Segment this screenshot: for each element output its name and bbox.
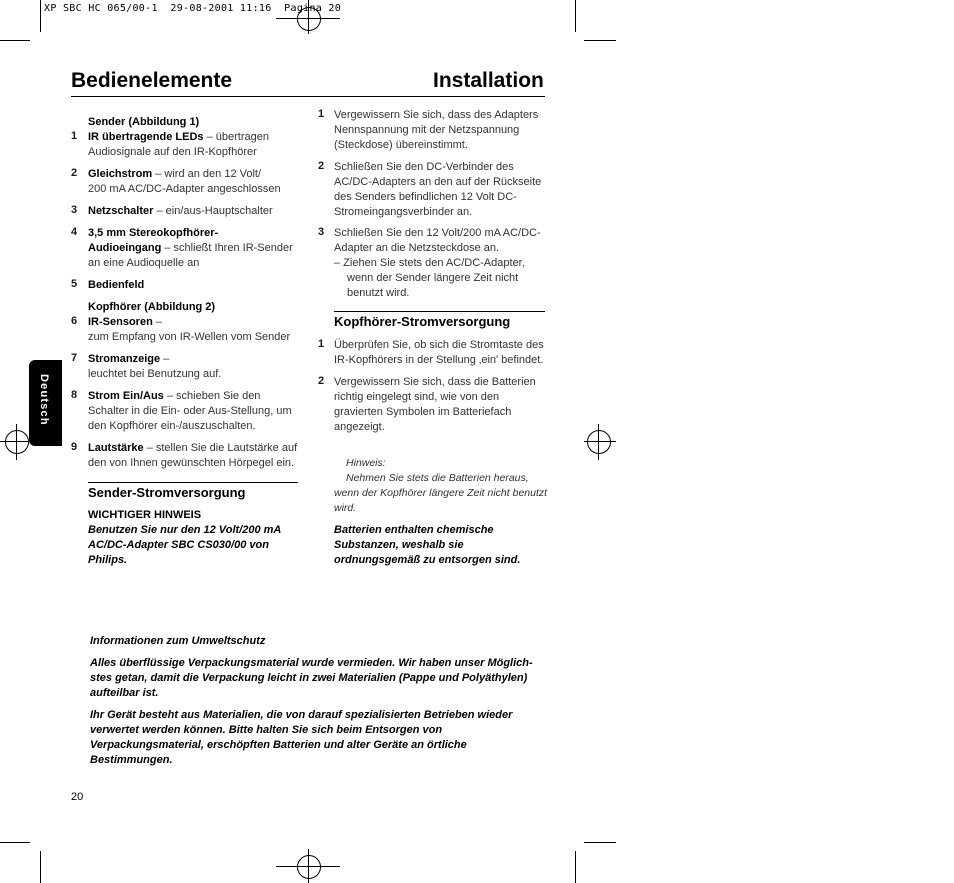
item-number: 5 <box>71 278 78 290</box>
item-number: 2 <box>71 167 78 179</box>
warning-text: Benutzen Sie nur den 12 Volt/200 mA AC/DC-Adapter SBC CS030/00 von Philips. <box>88 524 282 566</box>
install-step: Schließen Sie den DC-Verbinder des AC/DC-Adapters an den auf der Rückseite des Senders befindlichen 12 Volt DC- Stromeingangsverbinder an. <box>334 161 542 218</box>
battery-warning: Batterien enthalten chemische Substanzen, weshalb sie ordnungsgemäß zu entsorgen sind. <box>334 524 521 566</box>
crop-mark <box>575 0 576 32</box>
install-note: – Ziehen Sie stets den AC/DC-Adapter, wenn der Sender längere Zeit nicht benutzt wird. <box>334 257 525 299</box>
power-step: Vergewissern Sie sich, dass die Batterien richtig eingelegt sind, wie von den gravierten Symbolen im Batteriefach angezeigt. <box>334 376 536 433</box>
item-number: 6 <box>71 315 78 327</box>
install-step: Schließen Sie den 12 Volt/200 mA AC/DC- Adapter an die Netzsteckdose an. <box>334 227 541 254</box>
control-item: Bedienfeld <box>88 279 145 291</box>
control-item: IR übertragende LEDs – übertragen Audiosignale auf den IR-Kopfhörer <box>88 131 269 158</box>
sender-power-heading: Sender-Stromversorgung <box>88 485 246 500</box>
item-number: 4 <box>71 226 78 238</box>
headphone-power-heading: Kopfhörer-Stromversorgung <box>334 314 511 329</box>
crop-mark <box>575 851 576 883</box>
item-number: 7 <box>71 352 78 364</box>
crop-mark <box>0 842 30 843</box>
section-rule <box>88 482 298 483</box>
environment-paragraph: Alles überflüssige Verpackungsmaterial wurde vermieden. Wir haben unser Möglich- stes getan, damit die Verpackung leicht in zwei Materialien (Pappe und Polyäthylen) aufteilbar ist. <box>90 657 533 699</box>
crop-mark <box>0 40 30 41</box>
step-number: 1 <box>318 108 325 120</box>
page-number: 20 <box>71 791 84 803</box>
environment-heading: Informationen zum Umweltschutz <box>90 635 266 647</box>
crop-mark <box>40 851 41 883</box>
note-label: Hinweis: <box>346 457 386 469</box>
install-step: Vergewissern Sie sich, dass des Adapters Nennspannung mit der Netzspannung (Steckdose) übereinstimmt. <box>334 109 539 151</box>
print-slug: XP SBC HC 065/00-1 29-08-2001 11:16 Pagina 20 <box>44 3 342 14</box>
warning-heading: WICHTIGER HINWEIS <box>88 509 202 521</box>
note-text: Nehmen Sie stets die Batterien heraus, wenn der Kopfhörer längere Zeit nicht benutzt wird. <box>334 472 548 514</box>
section-rule <box>334 311 545 312</box>
control-item: Strom Ein/Aus – schieben Sie den Schalter in die Ein- oder Aus-Stellung, um den Kopfhörer ein-/auszuschalten. <box>88 390 292 432</box>
control-item: Gleichstrom – wird an den 12 Volt/ 200 mA AC/DC-Adapter angeschlossen <box>88 168 281 195</box>
title-rule <box>71 96 545 97</box>
control-item: Netzschalter – ein/aus-Hauptschalter <box>88 205 273 217</box>
language-tab: Deutsch <box>29 360 62 446</box>
item-number: 9 <box>71 441 78 453</box>
step-number: 2 <box>318 375 325 387</box>
control-item: 3,5 mm Stereokopfhörer- Audioeingang – schließt Ihren IR-Sender an eine Audioquelle an <box>88 227 293 269</box>
sender-heading: Sender (Abbildung 1) <box>88 116 200 128</box>
crop-mark <box>584 842 616 843</box>
item-number: 3 <box>71 204 78 216</box>
crop-mark <box>584 40 616 41</box>
environment-paragraph: Ihr Gerät besteht aus Materialien, die von darauf spezialisierten Betrieben wieder verwertet werden können. Bitte halten Sie sich beim Entsorgen von Verpackungsmaterial, erschöpften Batterien und alter Geräte an örtliche Bestimmungen. <box>90 709 513 766</box>
crop-mark <box>40 0 41 32</box>
page-title-right: Installation <box>433 69 544 92</box>
step-number: 3 <box>318 226 325 238</box>
headphone-heading: Kopfhörer (Abbildung 2) <box>88 301 216 313</box>
control-item: Stromanzeige – leuchtet bei Benutzung auf. <box>88 353 222 380</box>
item-number: 8 <box>71 389 78 401</box>
item-number: 1 <box>71 130 78 142</box>
step-number: 2 <box>318 160 325 172</box>
page-title-left: Bedienelemente <box>71 69 233 92</box>
power-step: Überprüfen Sie, ob sich die Stromtaste des IR-Kopfhörers in der Stellung ‚ein' befindet. <box>334 339 544 366</box>
step-number: 1 <box>318 338 325 350</box>
control-item: IR-Sensoren – zum Empfang von IR-Wellen vom Sender <box>88 316 291 343</box>
control-item: Lautstärke – stellen Sie die Lautstärke auf den von Ihnen gewünschten Hörpegel ein. <box>88 442 298 469</box>
